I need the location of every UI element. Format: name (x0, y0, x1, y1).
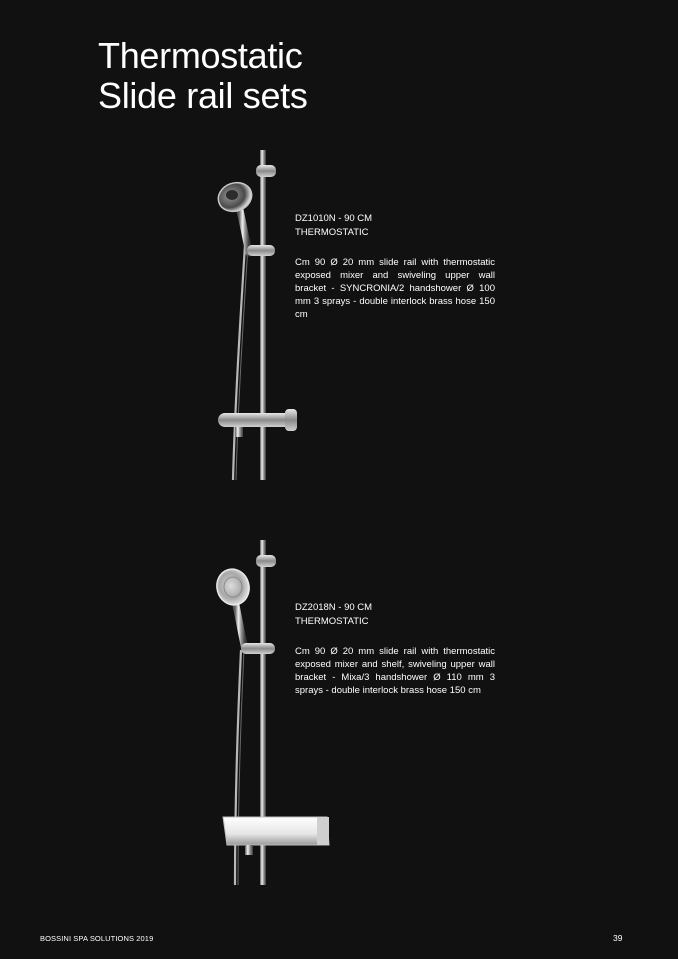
page-title-line-1: Thermostatic (98, 35, 303, 76)
product-description: Cm 90 Ø 20 mm slide rail with thermostatic exposed mixer and shelf, swiveling upper wall bracket - Mixa/3 handshower Ø 110 mm 3 sprays - double interlock brass hose 150 cm (295, 646, 495, 696)
upper-bracket (256, 165, 276, 177)
handshower-head (213, 565, 253, 608)
product-code: DZ1010N - 90 CM (295, 213, 373, 224)
thermostatic-mixer (218, 413, 296, 427)
product-type: THERMOSTATIC (295, 616, 369, 627)
product-dz1010n (295, 212, 495, 321)
product-image-dz2018n (205, 535, 345, 890)
handshower-handle (239, 205, 249, 253)
page-title-line-2: Slide rail sets (98, 75, 308, 116)
slide-rail (260, 150, 266, 480)
page-number: 39 (613, 933, 623, 943)
product-description: Cm 90 Ø 20 mm slide rail with thermostatic exposed mixer and swiveling upper wall bracket - SYNCRONIA/2 handshower Ø 100 mm 3 sprays - double interlock brass hose 150 cm (295, 257, 495, 320)
handshower-handle (235, 600, 245, 650)
product-type: THERMOSTATIC (295, 227, 369, 238)
footer-brand: BOSSINI SPA SOLUTIONS 2019 (40, 934, 154, 943)
product-code: DZ2018N - 90 CM (295, 602, 373, 613)
slider (241, 643, 275, 654)
hose (233, 245, 245, 480)
product-dz2018n (295, 601, 495, 697)
upper-bracket (256, 555, 276, 567)
slider (247, 245, 275, 256)
thermostatic-mixer-shelf (223, 817, 329, 845)
page-title (98, 36, 308, 116)
